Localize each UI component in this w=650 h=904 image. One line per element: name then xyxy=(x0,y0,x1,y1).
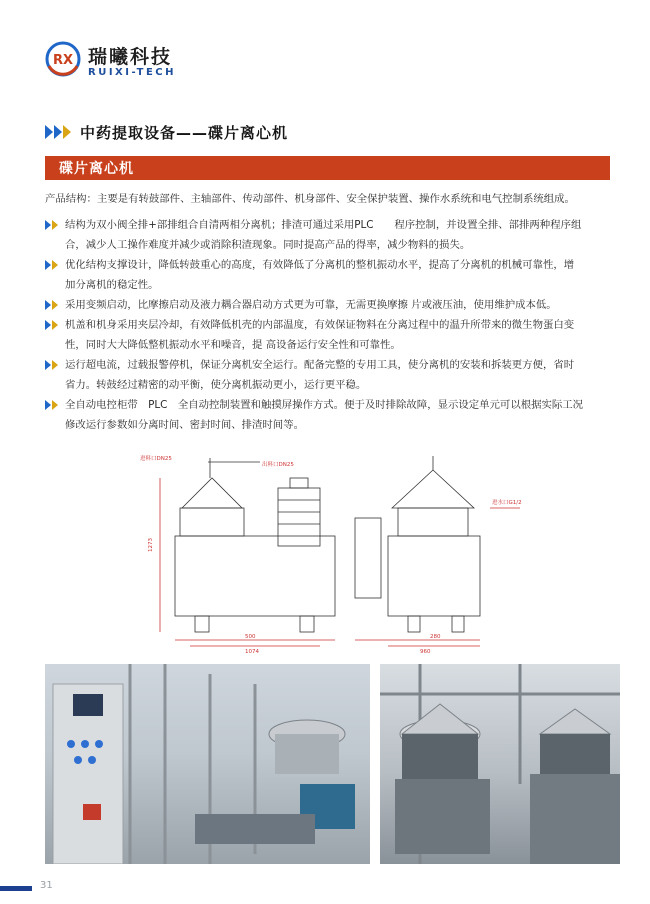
side-cabinet xyxy=(355,518,381,598)
feature-line: 修改运行参数如分离时间、密封时间、排渣时间等。 xyxy=(65,419,304,431)
inlet-label: 进料口DN25 xyxy=(140,456,172,462)
centrifuge-drawing xyxy=(130,448,530,656)
bullet-arrow-icon xyxy=(45,400,59,410)
feature-line: 采用变频启动，比摩擦启动及液力耦合器启动方式更为可靠，无需更换摩擦 片或液压油，使用维护成本低。 xyxy=(65,299,557,311)
gold-arrow-icon xyxy=(63,125,71,139)
blue-arrow-icon xyxy=(54,125,62,139)
centrifuge-photo-icon xyxy=(380,664,620,864)
section-title-text: 中药提取设备——碟片离心机 xyxy=(80,123,289,142)
feature-item xyxy=(45,315,625,355)
product-structure: 产品结构：主要是有转鼓部件、主轴部件、传动部件、机身部件、安全保护装置、操作水系统和电气控制系统组成。 xyxy=(45,193,575,205)
height-label: 1273 xyxy=(148,538,154,552)
brand-name-cn: 瑞曦科技 xyxy=(88,46,173,68)
feature-item xyxy=(45,215,625,255)
feature-item xyxy=(45,355,625,395)
bullet-arrow-icon xyxy=(45,300,59,310)
bowl-body xyxy=(180,508,244,536)
feature-line: 运行超电流，过载报警停机，保证分离机安全运行。配备完整的专用工具，使分离机的安装和拆装更方便，省时 xyxy=(65,359,575,371)
logo-mark-text: RX xyxy=(52,53,74,68)
bullet-arrow-icon xyxy=(45,260,59,270)
feature-line: 加分离机的稳定性。 xyxy=(65,279,159,291)
bullet-arrow-icon xyxy=(45,220,59,230)
side-bowl-cover xyxy=(392,470,474,508)
base-frame xyxy=(175,536,335,616)
feature-line: 省力。转鼓经过精密的动平衡，使分离机振动更小，运行更平稳。 xyxy=(65,379,367,391)
bullet-arrow-icon xyxy=(45,360,59,370)
bowl-cover xyxy=(182,478,242,508)
footer-bar xyxy=(0,886,32,891)
page-number: 31 xyxy=(40,880,53,891)
dim-label: 280 xyxy=(430,634,441,640)
motor-body xyxy=(278,488,320,546)
feature-line: 全自动电控柜带 PLC 全自动控制装置和触摸屏操作方式。便于及时排除故障，显示设定单元可以根据实际工况 xyxy=(65,399,584,411)
feature-line: 性，同时大大降低整机振动水平和噪音，提 高设备运行安全性和可靠性。 xyxy=(65,339,401,351)
water-inlet-label: 进水口G1/2 xyxy=(492,500,522,506)
feature-item xyxy=(45,395,625,435)
rx-logo-icon xyxy=(44,40,82,78)
factory-photo-left xyxy=(45,664,370,864)
feature-line: 合，减少人工操作难度并减少或消除积渣现象。同时提高产品的得率，减少物料的损失。 xyxy=(65,239,471,251)
feature-item xyxy=(45,255,625,295)
bullet-arrow-icon xyxy=(45,320,59,330)
feature-item xyxy=(45,295,625,315)
factory-cabinet-photo-icon xyxy=(45,664,370,864)
blue-arrow-icon xyxy=(45,125,53,139)
feature-list xyxy=(45,215,625,435)
product-banner xyxy=(45,156,610,180)
centrifuge-photo-right xyxy=(380,664,620,864)
feature-line: 优化结构支撑设计，降低转鼓重心的高度，有效降低了分离机的整机振动水平，提高了分离机的机械可靠性，增 xyxy=(65,259,575,271)
section-title xyxy=(45,122,288,142)
brand-name-en: RUIXI-TECH xyxy=(88,67,177,78)
dim-label: 960 xyxy=(420,649,431,655)
dim-label: 500 xyxy=(245,634,256,640)
feature-line: 结构为双小阀全排+部排组合自清两相分离机；排渣可通过采用PLC 程序控制，并设置全排、部排两种程序组 xyxy=(65,219,582,231)
brand-logo xyxy=(44,40,264,84)
product-banner-text: 碟片离心机 xyxy=(59,161,134,177)
dim-label: 1074 xyxy=(245,649,259,655)
feature-line: 机盖和机身采用夹层冷却，有效降低机壳的内部温度，有效保证物料在分离过程中的温升所带来的微生物蛋白变 xyxy=(65,319,575,331)
outlet-label: 出料口DN25 xyxy=(262,462,294,468)
